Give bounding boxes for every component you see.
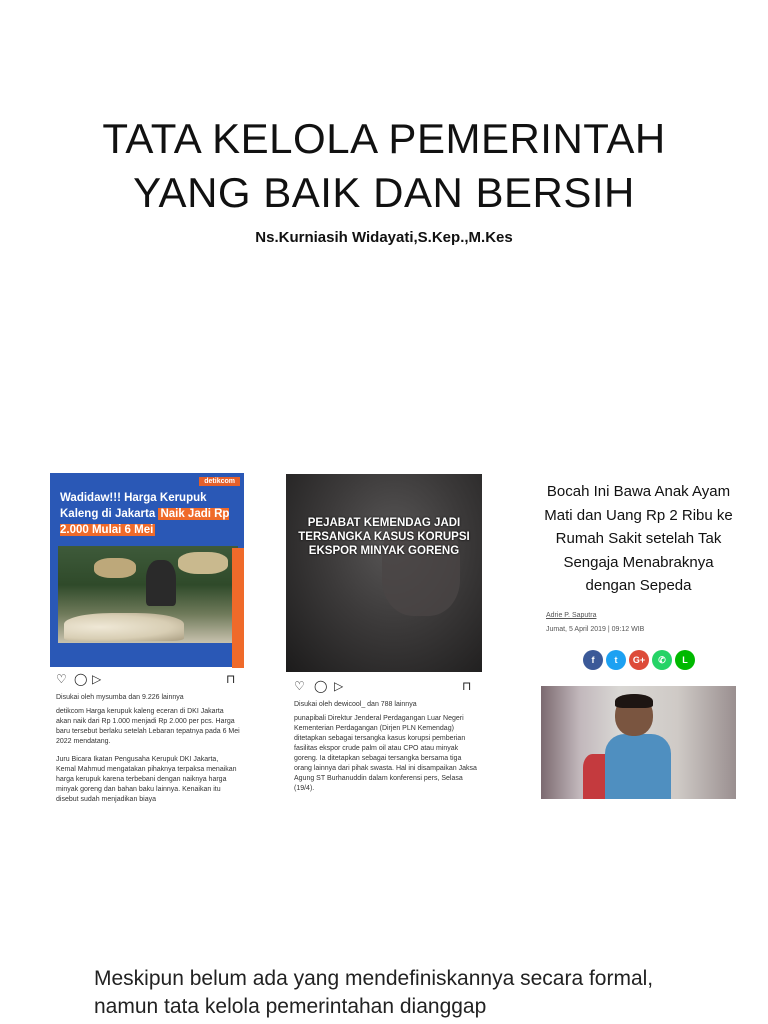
post-image-handcuffs bbox=[286, 474, 482, 672]
kerupuk-pile bbox=[64, 613, 184, 641]
body-paragraph: Meskipun belum ada yang mendefiniskannya secara formal, namun tata kelola pemerintahan dianggap bbox=[94, 967, 654, 1018]
boy-figure bbox=[605, 694, 675, 799]
caption-paragraph-1: detikcom Harga kerupuk kaleng eceran di DKI Jakarta akan naik dari Rp 1.000 menjadi Rp 2.000 per pcs. Harga baru tersebut berlaku setelah Lebaran tepatnya pada 6 Mei 2022 mendatang. bbox=[56, 708, 240, 745]
caption-paragraph-2: Juru Bicara Ikatan Pengusaha Kerupuk DKI Jakarta, Kemal Mahmud mengatakan pihaknya terpaksa menaikan harga kerupuk karena terbebani dengan naiknya harga minyak goreng dan bahan baku lainnya. Kenaikan itu disebut sudah menjadikan biaya bbox=[56, 756, 237, 803]
twitter-icon[interactable]: t bbox=[606, 650, 626, 670]
slide-title bbox=[0, 112, 768, 220]
post-caption: punapibali Direktur Jenderal Perdagangan Luar Negeri Kementerian Perdagangan (Dirjen PLN Kemendag) ditetapkan sebagai tersangka kasus korupsi pemberian fasilitas ekspor crude palm oil atau CPO atau minyak goreng. Ia ditetapkan sebagai tersangka bersama tiga orang lainnya dari pihak swasta. Hal ini disampaikan Jaksa Agung ST Burhanuddin dalam konferensi pers, Selasa (19/4). bbox=[294, 715, 477, 792]
bookmark-icon[interactable]: ⊓ bbox=[226, 672, 236, 686]
likes-text: Disukai oleh dewicool_ dan 788 lainnya bbox=[294, 701, 417, 708]
post-action-bar bbox=[50, 673, 244, 689]
line-icon[interactable]: L bbox=[675, 650, 695, 670]
orange-accent bbox=[232, 548, 244, 668]
share-icon[interactable]: ▷ bbox=[92, 672, 102, 686]
news-article-card bbox=[541, 474, 736, 799]
share-icon[interactable]: ▷ bbox=[334, 679, 344, 693]
post-image-kerupuk bbox=[50, 473, 244, 667]
likes-text: Disukai oleh mysumba dan 9.226 lainnya bbox=[56, 694, 184, 701]
share-buttons bbox=[583, 650, 703, 672]
article-date: Jumat, 5 April 2019 | 09:12 WIB bbox=[546, 626, 645, 633]
instagram-post-punapibali bbox=[286, 474, 482, 809]
comment-icon[interactable]: ◯ bbox=[314, 679, 328, 693]
title-line-2: YANG BAIK DAN BERSIH bbox=[133, 169, 635, 216]
boy-shirt bbox=[605, 734, 671, 799]
heart-icon[interactable]: ♡ bbox=[294, 679, 305, 693]
instagram-post-detikcom bbox=[50, 473, 244, 808]
post-headline bbox=[60, 490, 236, 538]
post-headline: PEJABAT KEMENDAG JADI TERSANGKA KASUS KORUPSI EKSPOR MINYAK GORENG bbox=[298, 517, 470, 557]
bookmark-icon[interactable]: ⊓ bbox=[462, 679, 472, 693]
post-action-bar bbox=[286, 680, 480, 696]
boy-hair bbox=[615, 694, 653, 708]
title-line-1: TATA KELOLA PEMERINTAH bbox=[102, 115, 666, 162]
kerupuk-photo bbox=[58, 546, 238, 643]
heart-icon[interactable]: ♡ bbox=[56, 672, 67, 686]
facebook-icon[interactable]: f bbox=[583, 650, 603, 670]
seller-figure bbox=[146, 560, 176, 606]
article-author[interactable]: Adrie P. Saputra bbox=[546, 612, 597, 619]
detikcom-logo: detikcom bbox=[199, 477, 240, 486]
headline-highlight: Naik Jadi Rp 2.000 Mulai 6 Mei bbox=[60, 508, 230, 536]
slide-subtitle: Ns.Kurniasih Widayati,S.Kep.,M.Kes bbox=[255, 229, 513, 246]
google-plus-icon[interactable]: G+ bbox=[629, 650, 649, 670]
headline-part-a: Wadidaw!!! Harga Kerupuk Kaleng di Jakarta bbox=[60, 492, 207, 520]
kerupuk-bag bbox=[94, 558, 136, 578]
article-photo-boy bbox=[541, 686, 736, 799]
article-headline: Bocah Ini Bawa Anak Ayam Mati dan Uang Rp 2 Ribu ke Rumah Sakit setelah Tak Sengaja Menabraknya dengan Sepeda bbox=[544, 483, 733, 594]
post-caption bbox=[56, 707, 240, 808]
whatsapp-icon[interactable]: ✆ bbox=[652, 650, 672, 670]
comment-icon[interactable]: ◯ bbox=[74, 672, 88, 686]
kerupuk-bag bbox=[178, 552, 228, 574]
